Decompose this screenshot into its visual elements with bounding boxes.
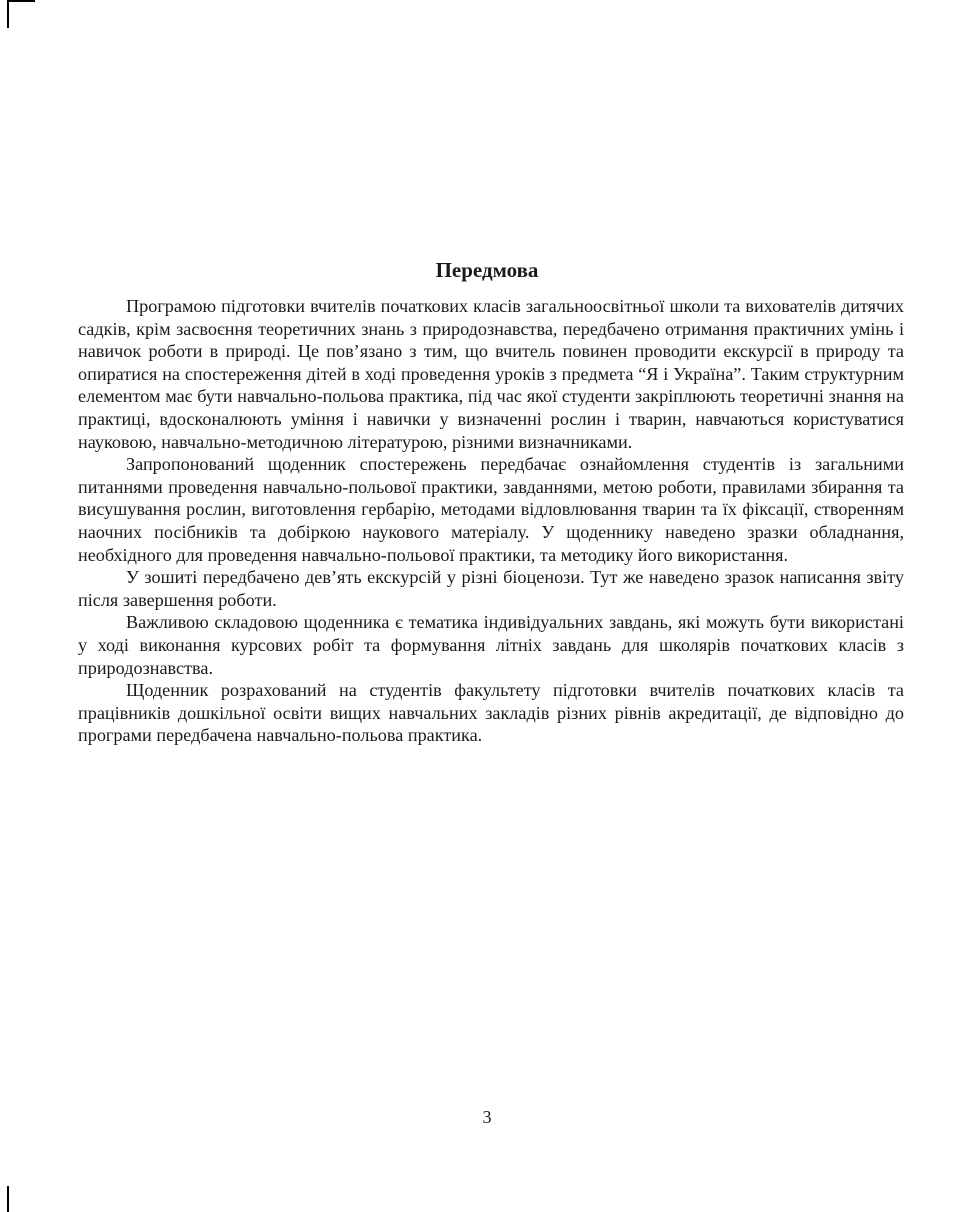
crop-mark-top-left-vertical bbox=[7, 0, 9, 28]
paragraph-4: Важливою складовою щоденника є тематика індивідуальних завдань, які можуть бути використані у ході виконання курсових робіт та формування літніх завдань для школярів початкових класів з природознавства. bbox=[78, 612, 904, 678]
paragraph-1: Програмою підготовки вчителів початкових класів загальноосвітньої школи та вихователів дитячих садків, крім засвоєння теоретичних знань з природознавства, передбачено отримання практичних умінь і навичок роботи в природі. Це пов’язано з тим, що вчитель повинен проводити екскурсії в природу та опиратися на спостереження дітей в ході проведення уроків з предмета “Я і Україна”. Таким структурним елементом має бути навчально-польова практика, під час якої студенти закріплюють теоретичні знання на практиці, вдосконалюють уміння і навички у визначенні рослин і тварин, навчаються користуватися науковою, навчально-методичною літературою, різними визначниками. bbox=[78, 296, 904, 452]
paragraph-2: Запропонований щоденник спостережень передбачає ознайомлення студентів із загальними питаннями проведення навчально-польової практики, завданнями, метою роботи, правилами збирання та висушування рослин, виготовлення гербарію, методами відловлювання тварин та їх фіксації, створенням наочних посібників та добіркою наукового матеріалу. У щоденнику наведено зразки обладнання, необхідного для проведення навчально-польової практики, та методику його використання. bbox=[78, 454, 904, 565]
paragraph-3: У зошиті передбачено дев’ять екскурсій у різні біоценози. Тут же наведено зразок написання звіту після завершення роботи. bbox=[78, 567, 904, 610]
body-text bbox=[78, 295, 904, 747]
crop-mark-bottom-left-vertical bbox=[7, 1186, 9, 1212]
page-title: Передмова bbox=[435, 258, 539, 282]
page-number: 3 bbox=[482, 1107, 492, 1127]
paragraph-5: Щоденник розрахований на студентів факультету підготовки вчителів початкових класів та працівників дошкільної освіти вищих навчальних закладів різних рівнів акредитації, де відповідно до програми передбачена навчально-польова практика. bbox=[78, 680, 904, 746]
crop-mark-top-left-horizontal bbox=[7, 0, 35, 2]
